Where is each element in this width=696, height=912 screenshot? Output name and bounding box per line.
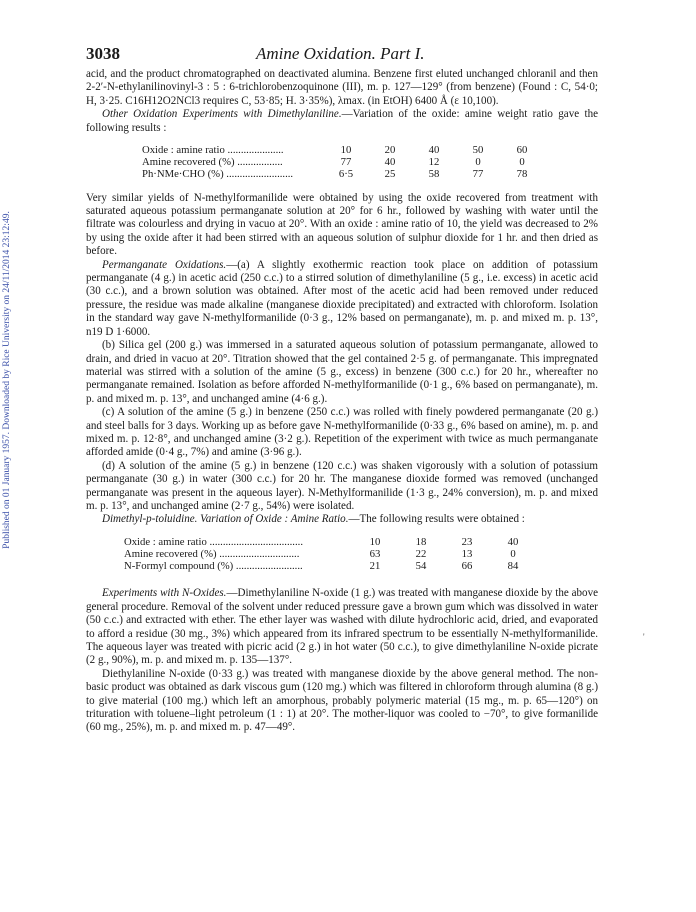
- table-cell: 66: [461, 560, 473, 573]
- paragraph-text: —(a) A slightly exothermic reaction took place on addition of potassium permanganate (4 g.) in acetic acid (250 c.c.) to a stirred solution of dimethylaniline (5 g., i.e. excess) in acetic acid (30 c.c.), and a brown solution was obtained. After most of the acetic acid had been removed under reduced pressure, the residue was made alkaline (manganese dioxide precipitated) and extracted with chloroform. Isolation in the standard way gave N-methylformanilide (0·3 g., 12% based on permanganate), m. p. and mixed m. p. 13°, n19 D 1·6000.: [86, 258, 598, 338]
- row-label: Oxide : amine ratio .....................: [142, 144, 284, 157]
- paragraph: [86, 513, 598, 526]
- table-cell: 20: [384, 144, 396, 157]
- table-cell: 60: [516, 144, 528, 157]
- table-row: [124, 536, 536, 548]
- table-row: [142, 144, 544, 156]
- margin-mark: ': [643, 632, 645, 642]
- table-cell: 0: [510, 548, 516, 560]
- row-label: Amine recovered (%) ..............................: [124, 548, 300, 560]
- download-watermark: [0, 150, 16, 610]
- table-cell: 40: [507, 535, 519, 548]
- paragraph: [86, 259, 598, 339]
- table-cell: 10: [369, 535, 381, 548]
- row-label: N-Formyl compound (%) .........................: [124, 560, 303, 573]
- table-cell: 40: [384, 156, 396, 169]
- table-row: [142, 168, 544, 180]
- table-row: [142, 156, 544, 168]
- table-cell: 77: [472, 168, 484, 181]
- table-row: [124, 560, 536, 572]
- table-cell: 77: [340, 156, 352, 169]
- table-cell: 78: [516, 168, 528, 181]
- table-cell: 58: [428, 168, 440, 181]
- table-cell: 0: [475, 156, 481, 169]
- section-heading: Dimethyl-p-toluidine. Variation of Oxide : Amine Ratio.: [102, 513, 349, 526]
- table-cell: 54: [415, 560, 427, 573]
- section-heading: Other Oxidation Experiments with Dimethylaniline.: [102, 108, 342, 121]
- table-cell: 25: [384, 168, 396, 181]
- table-cell: 21: [369, 560, 381, 573]
- paragraph: [86, 108, 598, 135]
- article-body: [86, 68, 598, 735]
- table-cell: 0: [519, 156, 525, 169]
- paragraph: Diethylaniline N-oxide (0·33 g.) was treated with manganese dioxide by the above general method. The non-basic product was obtained as dark viscous gum (120 mg.) which was filtered in chloroform through alumina (8 g.) to give material (100 mg.) which left an amorphous, probably polymeric material (15 mg., m. p. 65—120°) on trituration with toluene–light petroleum (1 : 1) at 20°. The mother-liquor was cooled to −70°, to give formanilide (60 mg., 25%), m. p. and mixed m. p. 47—49°.: [86, 667, 598, 734]
- paragraph: (b) Silica gel (200 g.) was immersed in a saturated aqueous solution of potassium permanganate, allowed to drain, and dried in vacuo at 20°. Titration showed that the gel contained 2·5 g. of permanganate. This impregnated material was stirred with a solution of the amine (5 g., excess) in benzene (300 c.c.) for 20 hr., whereafter no permanganate remained. Isolation as before afforded N-methylformanilide (0·1 g., 6% based on permanganate), m. p. and mixed m. p. 13°, and unchanged amine (4·6 g.).: [86, 339, 598, 405]
- paragraph: (c) A solution of the amine (5 g.) in benzene (250 c.c.) was rolled with finely powdered permanganate (20 g.) and steel balls for 3 days. Working up as before gave N-methylformanilide (0·33 g., 6% based on amine), m. p. and mixed m. p. 12·8°, and unchanged amine (3·2 g.). Repetition of the experiment with twice as much permanganate afforded amide (0·4 g., 7%) and amine (3·96 g.).: [86, 406, 598, 459]
- table-cell: 22: [415, 548, 427, 560]
- results-table-dimethyl-p-toluidine: [124, 536, 536, 573]
- section-heading: Experiments with N-Oxides.: [102, 587, 227, 600]
- section-heading: Permanganate Oxidations.: [102, 258, 227, 271]
- table-cell: 23: [461, 535, 473, 548]
- table-cell: 13: [461, 548, 473, 560]
- paragraph-text: —The following results were obtained :: [348, 513, 525, 526]
- table-row: [124, 548, 536, 560]
- table-cell: 10: [340, 144, 352, 157]
- table-cell: 40: [428, 144, 440, 157]
- paragraph: [86, 587, 598, 667]
- page-number: 3038: [86, 44, 120, 63]
- row-label: Oxide : amine ratio ...................................: [124, 535, 303, 548]
- running-title: Amine Oxidation. Part I.: [256, 44, 425, 63]
- results-table-dimethylaniline: [142, 144, 544, 181]
- table-cell: 12: [428, 156, 440, 169]
- paragraph-text: —Dimethylaniline N-oxide (1 g.) was treated with manganese dioxide by the above general procedure. Removal of the solvent under reduced pressure gave a brown gum which was dissolved in water (50 c.c.) and extracted with ether. The ether layer was washed with dilute hydrochloric acid, dried, and evaporated to afford a residue (30 mg., 3%) which appeared from its infrared spectrum to be essentially N-methylformanilide. The aqueous layer was treated with picric acid (2 g.) in hot water (50 c.c.), to give dimethylaniline N-oxide picrate (2 g., 90%), m. p. and mixed m. p. 135—137°.: [86, 587, 598, 667]
- paragraph: (d) A solution of the amine (5 g.) in benzene (120 c.c.) was shaken vigorously with a solution of potassium permanganate (30 g.) in water (300 c.c.) for 20 hr. The manganese dioxide formed was removed (unchanged permanganate was present in the aqueous layer). N-Methylformanilide (1·3 g., 24% conversion), m. p. and mixed m. p. 13°, and unchanged amine (2·7 g., 54%) were isolated.: [86, 459, 598, 512]
- table-cell: 84: [507, 560, 519, 573]
- table-cell: 63: [369, 548, 381, 560]
- table-cell: 18: [415, 535, 427, 548]
- paragraph: acid, and the product chromatographed on deactivated alumina. Benzene first eluted unchanged chloranil and then 2-2′-N-ethylanilinovinyl-3 : 5 : 6-trichlorobenzoquinone (III), m. p. 127—129° (from benzene) (Found : C, 54·0; H, 3·25. C16H12O2NCl3 requires C, 53·85; H. 3·35%), λmax. (in EtOH) 6400 Å (ε 10,100).: [86, 68, 598, 107]
- paragraph-text: —Variation of the oxide: amine weight ratio gave the following results :: [86, 108, 598, 134]
- download-watermark-text: Published on 01 January 1957. Downloaded by Rice University on 24/11/2014 23:12:49.: [2, 211, 12, 549]
- table-cell: 50: [472, 144, 484, 157]
- paragraph: Very similar yields of N-methylformanilide were obtained by using the oxide recovered from treatment with saturated aqueous potassium permanganate solution at 20° for 6 hr., followed by washing with water until the filtrate was colourless and drying in vacuo at 20°. With an oxide : amine ratio of 10, the yield was decreased to 2% by using the oxide after it had been stirred with an aqueous solution of sulphur dioxide for 1 hr. and then dried as before.: [86, 191, 598, 258]
- row-label: Amine recovered (%) .................: [142, 156, 283, 169]
- row-label: Ph·NMe·CHO (%) .........................: [142, 168, 294, 181]
- page-header: [86, 44, 596, 66]
- table-cell: 6·5: [338, 168, 354, 181]
